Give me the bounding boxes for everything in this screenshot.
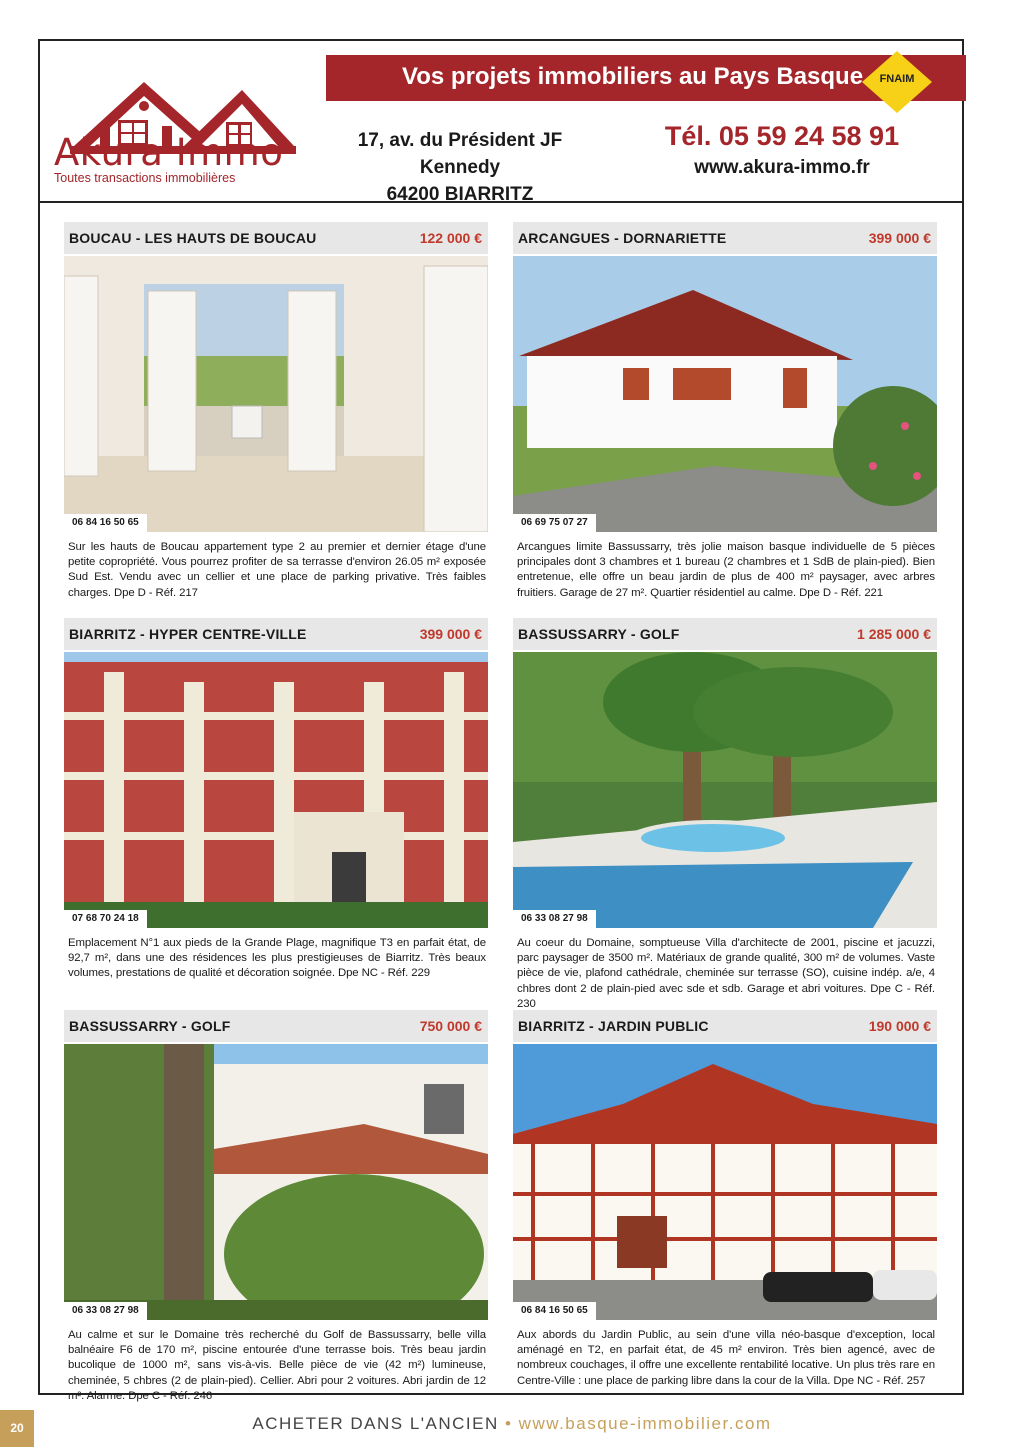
listing-header: [64, 618, 488, 650]
agency-header: [40, 41, 962, 203]
logo-tagline: Toutes transactions immobilières: [54, 171, 236, 185]
address-line1: 17, av. du Président JF Kennedy: [357, 130, 563, 178]
banner-text: Vos projets immobiliers au Pays Basque: [402, 63, 864, 90]
listing-photo[interactable]: [64, 1044, 488, 1320]
listing-price: 1 285 000 €: [857, 626, 931, 642]
listing-header: [513, 1010, 937, 1042]
listing-title: BIARRITZ - JARDIN PUBLIC: [518, 1018, 709, 1034]
agency-website-link[interactable]: www.akura-immo.fr: [694, 157, 870, 178]
listing-price: 399 000 €: [868, 230, 931, 246]
fnaim-label: FNAIM: [879, 73, 915, 85]
listing-photo[interactable]: [513, 1044, 937, 1320]
listing-description: Aux abords du Jardin Public, au sein d'une villa néo-basque d'exception, local aménagé en T2, en parfait état, de 45 m² environ. Très bien agencé, avec de nombreux couchages, il offre une excellente rentabilité locative. Un plus très rare en Centre-Ville : une place de parking libre dans la cour de la Villa. Dpe NC - Réf. 257: [517, 1329, 935, 1387]
listing-phone: 06 33 08 27 98: [513, 910, 596, 928]
page-number: 20: [0, 1410, 34, 1447]
listing-price: 750 000 €: [419, 1018, 482, 1034]
page-frame: [38, 39, 964, 1402]
listing-photo[interactable]: [513, 256, 937, 532]
listing-price: 122 000 €: [419, 230, 482, 246]
listing-header: [64, 222, 488, 254]
listing-header: [513, 618, 937, 650]
listing-photo[interactable]: [64, 652, 488, 928]
listing-header: [513, 222, 937, 254]
footer-text: ACHETER DANS L'ANCIEN: [252, 1414, 499, 1433]
listing-phone: 06 84 16 50 65: [64, 514, 147, 532]
footer: [0, 1414, 1024, 1434]
agency-address: [330, 127, 590, 208]
footer-bullet: •: [504, 1414, 513, 1433]
listing-header: [64, 1010, 488, 1042]
listing-phone: 06 84 16 50 65: [513, 1302, 596, 1320]
listing-photo[interactable]: [64, 256, 488, 532]
listing-price: 399 000 €: [419, 626, 482, 642]
listing-title: BASSUSSARRY - GOLF: [518, 626, 680, 642]
listing-description: Arcangues limite Bassussarry, très jolie maison basque individuelle de 5 pièces principales dont 3 chambres et 1 bureau (2 chambres et 1 SdB de plain-pied). Bien entretenue, elle offre un beau jardin de plus de 400 m² paysager, avec arbres fruitiers. Garage de 27 m². Quartier résidentiel au calme. Dpe D - Réf. 221: [517, 541, 935, 599]
listing-phone: 06 33 08 27 98: [64, 1302, 147, 1320]
listing-description: Au coeur du Domaine, somptueuse Villa d'architecte de 2001, piscine et jacuzzi, parc paysager de 3500 m². Matériaux de grande qualité, 300 m² de volumes. Vaste pièce de vie, plafond cathédrale, cheminée sur terrasse (SO), cuisine indép. a/e, 4 chbres dont 2 de plain-pied avec sde et sdb. Garage et abri voitures. Dpe C - Réf. 230: [517, 937, 935, 1010]
listing-price: 190 000 €: [868, 1018, 931, 1034]
listing-photo[interactable]: [513, 652, 937, 928]
listing-description: Emplacement N°1 aux pieds de la Grande Plage, magnifique T3 en parfait état, de 92,7 m², dans une des résidences les plus prestigieuses de Biarritz. Très beaux volumes, prestations de qualité et décoration soignée. Dpe NC - Réf. 229: [68, 937, 486, 980]
logo-name: Akura Immo: [54, 131, 284, 174]
listing-phone: 06 69 75 07 27: [513, 514, 596, 532]
listing-title: ARCANGUES - DORNARIETTE: [518, 230, 727, 246]
listing-description: Au calme et sur le Domaine très recherché du Golf de Bassussarry, belle villa balnéaire F6 de 170 m², piscine entourée d'une terrasse bois. Très beau jardin bucolique de 1000 m², sans vis-à-vis. Belle pièce de vie (42 m²) lumineuse, cheminée, 5 chbres (2 de plain-pied). Cellier. Abri pour 2 voitures. Abri jardin de 12 m². Alarme. Dpe C - Réf. 246: [68, 1329, 486, 1402]
listing-phone: 07 68 70 24 18: [64, 910, 147, 928]
listing-title: BASSUSSARRY - GOLF: [69, 1018, 231, 1034]
agency-phone[interactable]: Tél. 05 59 24 58 91: [664, 121, 900, 151]
listing-title: BIARRITZ - HYPER CENTRE-VILLE: [69, 626, 307, 642]
listing-description: Sur les hauts de Boucau appartement type 2 au premier et dernier étage d'une petite copropriété. Vous pourrez profiter de sa terrasse d'environ 26.05 m² exposée Sud Est. Vendu avec un cellier et une place de parking privative. Très faibles charges. Dpe D - Réf. 217: [68, 541, 486, 599]
listing-title: BOUCAU - LES HAUTS DE BOUCAU: [69, 230, 317, 246]
address-line2: 64200 BIARRITZ: [386, 184, 534, 205]
footer-site-link[interactable]: www.basque-immobilier.com: [518, 1414, 772, 1433]
